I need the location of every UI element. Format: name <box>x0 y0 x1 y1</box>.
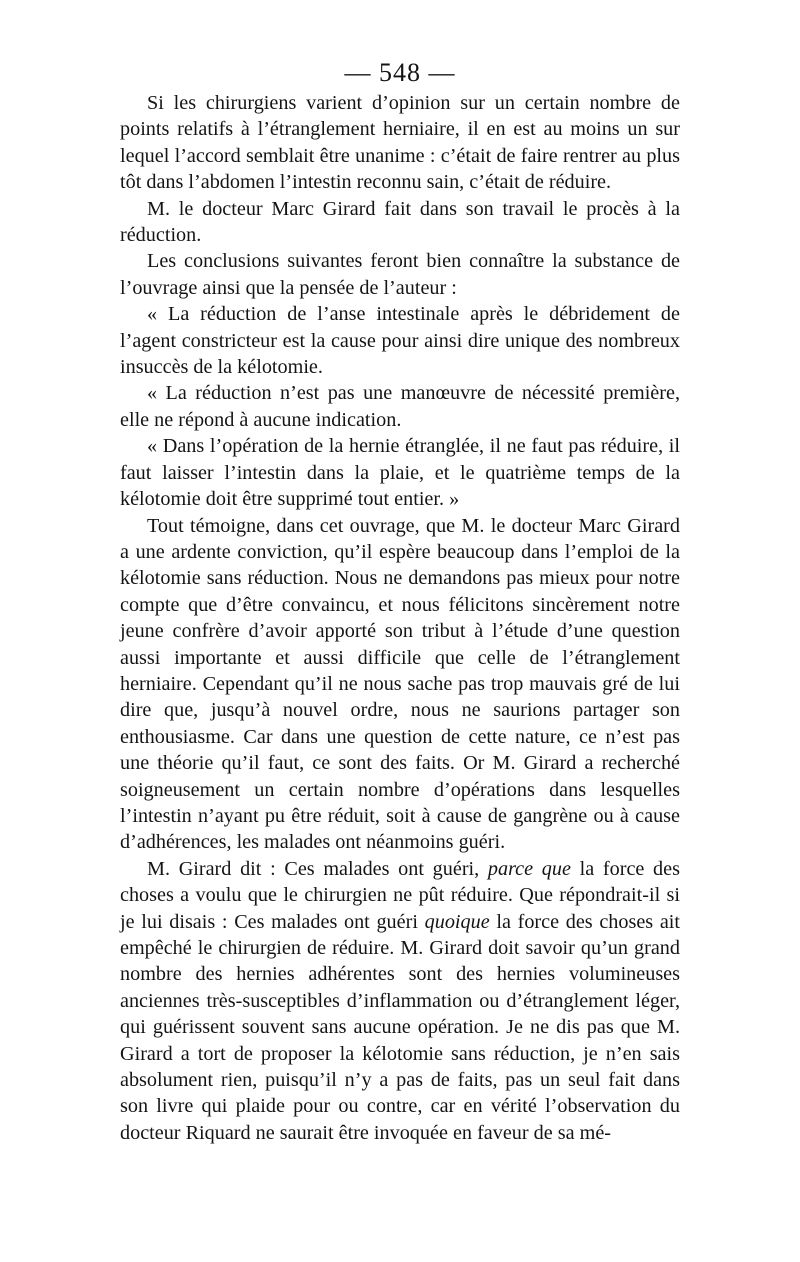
paragraph-text: la force des choses ait empêché le chirurgien de réduire. M. Girard doit savoir qu’un grand nombre des hernies adhérentes sont des hernies volumineuses anciennes très-susceptibles d’inflammation ou d’étranglement léger, qui guérissent souvent sans aucune opération. Je ne dis pas que M. Girard a tort de proposer la kélotomie sans réduction, je n’en sais absolument rien, puisqu’il n’y a pas de faits, pas un seul fait dans son livre qui plaide pour ou contre, car en vérité l’observation du docteur Riquard ne saurait être invoquée en faveur de sa mé- <box>120 910 681 1144</box>
paragraph-commentary <box>120 513 680 856</box>
paragraph-text: la force des choses a voulu que le chirurgien ne pût réduire. Que répondrait-il si je lui disais : Ces malades ont guéri <box>120 857 680 933</box>
quote-paragraph-3 <box>120 433 680 512</box>
quote-text: « Dans l’opération de la hernie étranglée, il ne faut pas réduire, il faut laisser l’intestin dans la plaie, et le quatrième temps de la kélotomie doit être supprimé tout entier. » <box>120 435 680 511</box>
paragraph-text: Tout témoigne, dans cet ouvrage, que M. le docteur Marc Girard a une ardente conviction, qu’il espère beaucoup dans l’emploi de la kélotomie sans réduction. Nous ne demandons pas mieux pour notre compte que d’être convaincu, et nous félicitons sincèrement notre jeune confrère d’avoir apporté son tribut à l’étude d’une question aussi importante et aussi difficile que celle de l’étranglement herniaire. Cependant qu’il ne nous sache pas trop mauvais gré de lui dire que, jusqu’à nouvel ordre, nous ne saurions partager son enthousiasme. Car dans une question de cette nature, ce n’est pas une théorie qu’il faut, ce sont des faits. Or M. Girard a recherché soigneusement un certain nombre d’opérations dans lesquelles l’intestin n’ayant pu être réduit, soit à cause de gangrène ou à cause d’adhérences, les malades ont néanmoins guéri. <box>120 514 680 854</box>
paragraph-text: M. Girard dit : Ces malades ont guéri, <box>147 857 488 880</box>
quote-paragraph-2 <box>120 380 680 433</box>
paragraph-argument <box>120 856 680 1146</box>
paragraph-text: M. le docteur Marc Girard fait dans son travail le procès à la réduction. <box>120 197 680 247</box>
paragraph-text: Les conclusions suivantes feront bien connaître la substance de l’ouvrage ainsi que la pensée de l’auteur : <box>120 250 680 299</box>
quote-text: « La réduction de l’anse intestinale après le débridement de l’agent constricteur est la cause pour ainsi dire unique des nombreux insuccès de la kélotomie. <box>120 303 680 379</box>
paragraph-conclusions <box>120 248 680 301</box>
page-number: — 548 — <box>344 58 456 87</box>
quote-text: « La réduction n’est pas une manœuvre de nécessité première, elle ne répond à aucune indication. <box>120 382 680 431</box>
body-text <box>120 90 680 1146</box>
italic-phrase: quoique <box>424 910 490 933</box>
paragraph-intro <box>120 90 680 196</box>
quote-paragraph-1 <box>120 301 680 380</box>
italic-phrase: parce que <box>487 857 571 880</box>
paragraph-girard-proces <box>120 196 680 249</box>
paragraph-text: Si les chirurgiens varient d’opinion sur un certain nombre de points relatifs à l’étranglement herniaire, il en est au moins un sur lequel l’accord semblait être unanime : c’était de faire rentrer au plus tôt dans l’abdomen l’intestin reconnu sain, c’était de réduire. <box>120 92 680 194</box>
